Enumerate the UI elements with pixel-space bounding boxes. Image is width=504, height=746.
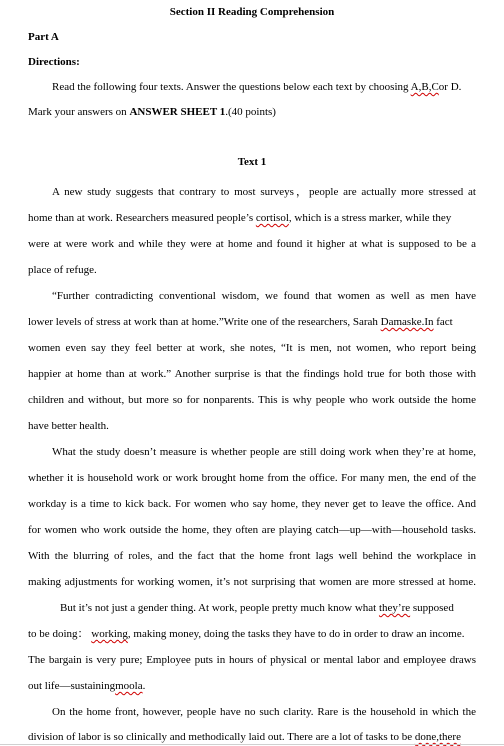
section-title: Section II Reading Comprehension (169, 6, 335, 18)
paragraph-5-line-1: On the home front, however, people have no such clarity. Rare is the household in which the (52, 706, 476, 718)
theyre-word: they’re (378, 602, 411, 614)
paragraph-3-line-1: What the study doesn’t measure is whether people are still doing work when they’re at home, (52, 446, 476, 458)
points-text: .(40 points) (225, 106, 276, 118)
text-span: to be doing： (28, 628, 89, 640)
paragraph-2-line-4: happier at home than at work.” Another surprise is that the findings hold true for both those with (28, 368, 476, 380)
paragraph-2-line-2 (28, 316, 453, 329)
paragraph-4-line-2 (28, 628, 464, 641)
text-span: , which is a stress marker, while they (288, 212, 452, 224)
done-there-word: done,there (414, 731, 461, 743)
paragraph-2-line-3: women even say they feel better at work, she notes, “It is men, not women, who report being (28, 342, 476, 354)
paragraph-4-line-3: The bargain is very pure; Employee puts in hours of physical or mental labor and employee draws (28, 654, 476, 666)
paragraph-4-line-1 (60, 602, 454, 615)
moola-word: moola (115, 680, 143, 692)
paragraph-3-line-6: making adjustments for working women, it’s not surprising that women are more stressed at home. (28, 576, 476, 588)
text-span: fact (433, 316, 453, 328)
text-span: . (142, 680, 146, 692)
paragraph-2-line-5: children and without, but more so for nonparents. This is why people who work outside the home (28, 394, 476, 406)
part-heading: Part A (28, 31, 59, 43)
directions-heading: Directions: (28, 56, 80, 68)
paragraph-3-line-5: With the blurring of roles, and the fact that the home front lags well behind the workplace in (28, 550, 476, 562)
text-title: Text 1 (237, 156, 267, 168)
paragraph-1-line-1: A new study suggests that contrary to most surveys，people are actually more stressed at (52, 186, 476, 198)
working-word: working (91, 628, 128, 640)
directions-text: Read the following four texts. Answer the questions below each text by choosing (52, 81, 409, 93)
answer-sheet-label: ANSWER SHEET 1 (129, 106, 226, 118)
damaske-word: Damaske.In (380, 316, 434, 328)
paragraph-1-line-3: were at were work and while they were at home and found it higher at what is supposed to be a (28, 238, 476, 250)
directions-line-1 (52, 81, 461, 94)
paragraph-1-line-4: place of refuge. (28, 264, 97, 276)
directions-text: Mark your answers on (28, 106, 127, 118)
directions-text-end: or D. (438, 81, 462, 93)
text-span: division of labor is so clinically and methodically laid out. There are a lot of tasks to be (28, 731, 413, 743)
text-span: But it’s not just a gender thing. At work, people pretty much know what (60, 602, 377, 614)
text-span: lower levels of stress at work than at home.”Write one of the researchers, Sarah (28, 316, 378, 328)
paragraph-2-line-1: “Further contradicting conventional wisdom, we found that women as well as men have (52, 290, 476, 302)
paragraph-1-line-2 (28, 212, 451, 225)
paragraph-5-line-2 (28, 731, 461, 744)
cortisol-word: cortisol (255, 212, 289, 224)
answer-options-text: A,B,C (410, 81, 439, 93)
text-span: out life—sustaining (28, 680, 116, 692)
text-span: supposed (410, 602, 454, 614)
paragraph-3-line-2: whether it is household work or work brought home from the office. For many men, the end of the (28, 472, 476, 484)
paragraph-2-line-6: have better health. (28, 420, 109, 432)
text-span: , making money, doing the tasks they have to do in order to draw an income. (127, 628, 465, 640)
paragraph-3-line-3: workday is a time to kick back. For women who say home, they never get to leave the office. And (28, 498, 476, 510)
text-span: home than at work. Researchers measured people’s (28, 212, 254, 224)
paragraph-3-line-4: for women who work outside the home, they often are playing catch—up—with—household tasks. (28, 524, 476, 536)
page-bottom-divider (0, 744, 504, 745)
directions-line-2 (28, 106, 276, 119)
paragraph-4-line-4 (28, 680, 145, 693)
